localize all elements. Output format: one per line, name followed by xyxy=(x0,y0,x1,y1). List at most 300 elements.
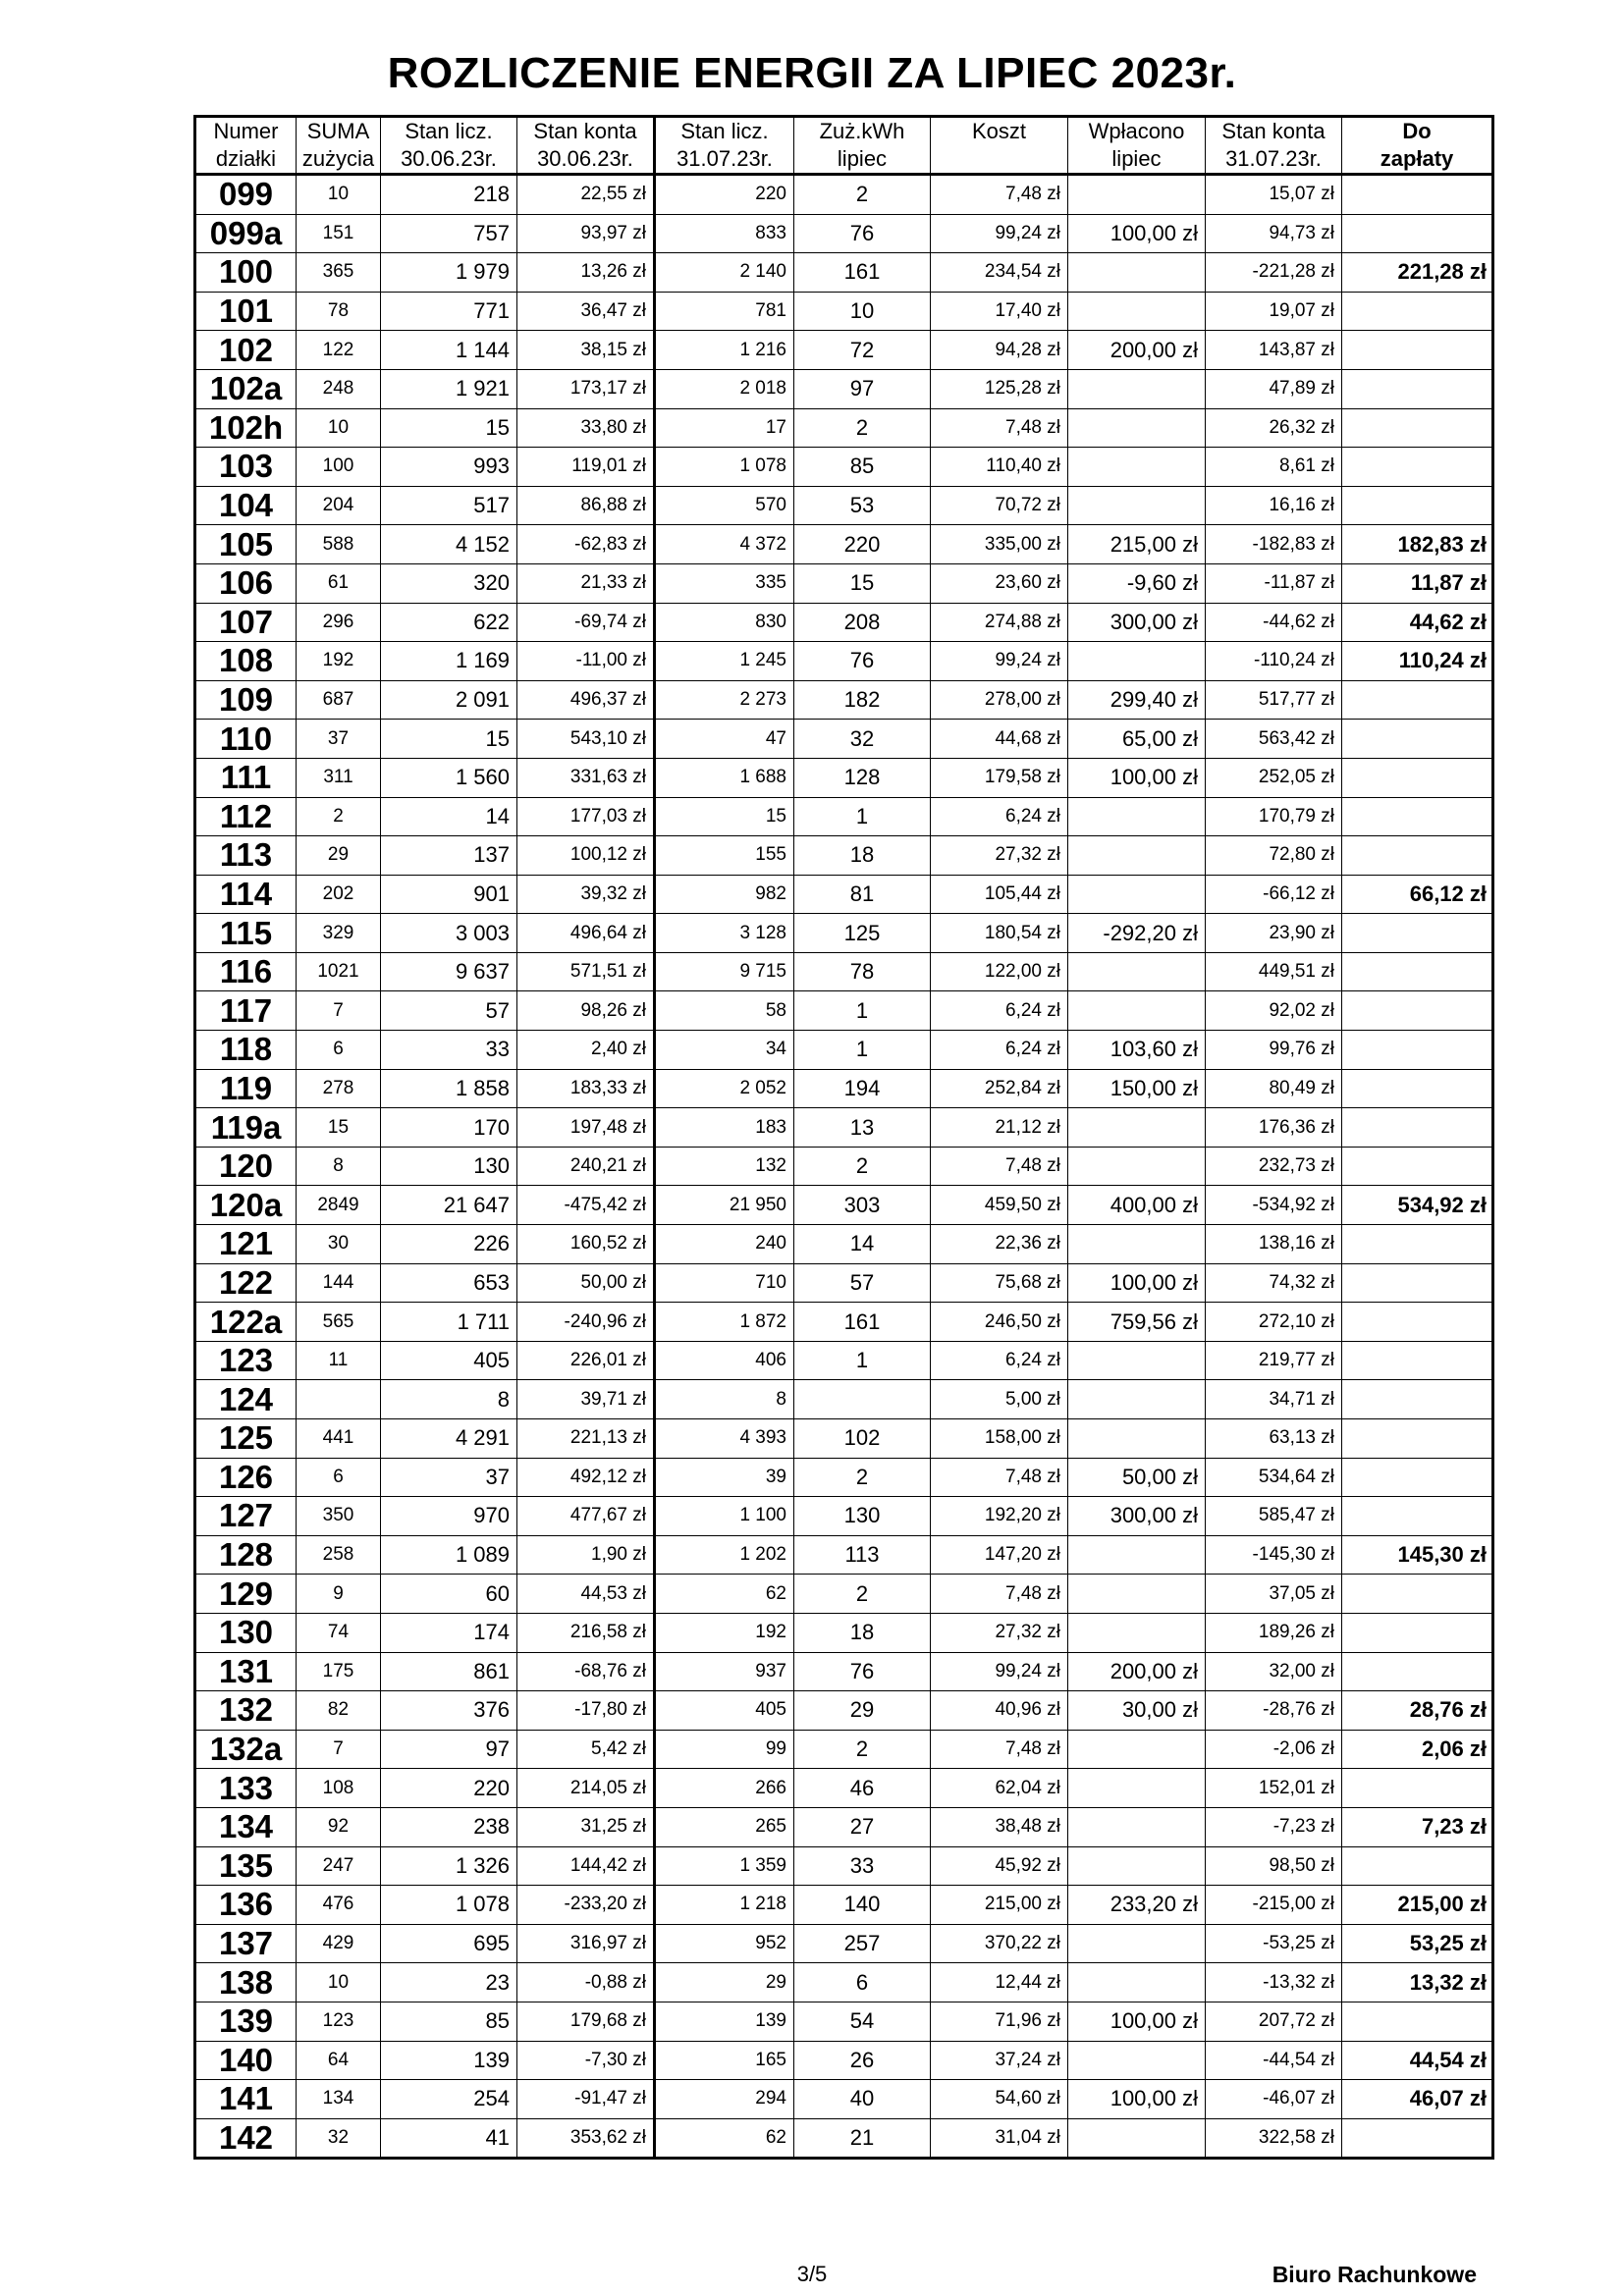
paid-july-cell: 50,00 zł xyxy=(1068,1458,1206,1497)
paid-july-cell: 300,00 zł xyxy=(1068,1497,1206,1536)
meter-reading-july-cell: 155 xyxy=(655,836,794,876)
plot-number-cell: 133 xyxy=(195,1769,297,1808)
kwh-usage-july-cell: 53 xyxy=(794,486,931,525)
meter-reading-july-cell: 4 372 xyxy=(655,525,794,564)
total-usage-cell: 74 xyxy=(297,1613,381,1652)
paid-july-cell: 30,00 zł xyxy=(1068,1691,1206,1731)
kwh-usage-july-cell: 85 xyxy=(794,448,931,487)
account-balance-june-cell: -68,76 zł xyxy=(517,1652,655,1691)
plot-number-cell: 113 xyxy=(195,836,297,876)
account-balance-june-cell: 183,33 zł xyxy=(517,1069,655,1108)
meter-reading-july-cell: 937 xyxy=(655,1652,794,1691)
kwh-usage-july-cell: 54 xyxy=(794,2002,931,2041)
account-balance-july-cell: -46,07 zł xyxy=(1206,2080,1342,2119)
account-balance-june-cell: 86,88 zł xyxy=(517,486,655,525)
total-usage-cell: 134 xyxy=(297,2080,381,2119)
plot-number-cell: 109 xyxy=(195,680,297,720)
cost-cell: 71,96 zł xyxy=(931,2002,1068,2041)
meter-reading-june-cell: 2 091 xyxy=(381,680,517,720)
account-balance-june-cell: 496,64 zł xyxy=(517,914,655,953)
cost-cell: 278,00 zł xyxy=(931,680,1068,720)
total-usage-cell: 30 xyxy=(297,1225,381,1264)
cost-cell: 7,48 zł xyxy=(931,408,1068,448)
header-cell: 31.07.23r. xyxy=(1206,145,1342,175)
kwh-usage-july-cell: 33 xyxy=(794,1846,931,1886)
kwh-usage-july-cell: 2 xyxy=(794,175,931,215)
meter-reading-june-cell: 653 xyxy=(381,1263,517,1303)
paid-july-cell xyxy=(1068,1807,1206,1846)
account-balance-july-cell: 23,90 zł xyxy=(1206,914,1342,953)
total-usage-cell: 429 xyxy=(297,1924,381,1963)
table-row xyxy=(195,1458,1493,1497)
account-balance-july-cell: 47,89 zł xyxy=(1206,369,1342,408)
meter-reading-july-cell: 58 xyxy=(655,991,794,1031)
amount-due-cell xyxy=(1342,486,1493,525)
amount-due-cell: 221,28 zł xyxy=(1342,253,1493,293)
meter-reading-june-cell: 970 xyxy=(381,1497,517,1536)
total-usage-cell: 329 xyxy=(297,914,381,953)
paid-july-cell xyxy=(1068,1225,1206,1264)
paid-july-cell xyxy=(1068,2118,1206,2159)
account-balance-june-cell: 13,26 zł xyxy=(517,253,655,293)
total-usage-cell: 15 xyxy=(297,1108,381,1148)
plot-number-cell: 102 xyxy=(195,331,297,370)
amount-due-cell xyxy=(1342,1263,1493,1303)
plot-number-cell: 128 xyxy=(195,1535,297,1575)
paid-july-cell: 100,00 zł xyxy=(1068,2080,1206,2119)
amount-due-cell: 53,25 zł xyxy=(1342,1924,1493,1963)
account-balance-june-cell: 177,03 zł xyxy=(517,797,655,836)
header-cell: zużycia xyxy=(297,145,381,175)
paid-july-cell: 200,00 zł xyxy=(1068,331,1206,370)
amount-due-cell xyxy=(1342,408,1493,448)
table-row xyxy=(195,1652,1493,1691)
meter-reading-june-cell: 218 xyxy=(381,175,517,215)
paid-july-cell xyxy=(1068,991,1206,1031)
cost-cell: 23,60 zł xyxy=(931,563,1068,603)
header-cell xyxy=(931,145,1068,175)
plot-number-cell: 127 xyxy=(195,1497,297,1536)
account-balance-june-cell: 477,67 zł xyxy=(517,1497,655,1536)
paid-july-cell xyxy=(1068,1147,1206,1186)
cost-cell: 17,40 zł xyxy=(931,292,1068,331)
amount-due-cell: 145,30 zł xyxy=(1342,1535,1493,1575)
amount-due-cell xyxy=(1342,1380,1493,1419)
account-balance-july-cell: 143,87 zł xyxy=(1206,331,1342,370)
account-balance-june-cell: 240,21 zł xyxy=(517,1147,655,1186)
meter-reading-july-cell: 1 359 xyxy=(655,1846,794,1886)
table-row xyxy=(195,2118,1493,2159)
paid-july-cell: 100,00 zł xyxy=(1068,2002,1206,2041)
plot-number-cell: 104 xyxy=(195,486,297,525)
account-balance-june-cell: 216,58 zł xyxy=(517,1613,655,1652)
meter-reading-june-cell: 1 560 xyxy=(381,758,517,797)
account-balance-july-cell: 94,73 zł xyxy=(1206,214,1342,253)
table-row xyxy=(195,758,1493,797)
account-balance-june-cell: 21,33 zł xyxy=(517,563,655,603)
cost-cell: 27,32 zł xyxy=(931,1613,1068,1652)
total-usage-cell: 151 xyxy=(297,214,381,253)
total-usage-cell: 37 xyxy=(297,720,381,759)
kwh-usage-july-cell: 125 xyxy=(794,914,931,953)
account-balance-june-cell: 39,71 zł xyxy=(517,1380,655,1419)
paid-july-cell: 759,56 zł xyxy=(1068,1303,1206,1342)
amount-due-cell xyxy=(1342,836,1493,876)
total-usage-cell: 122 xyxy=(297,331,381,370)
table-row xyxy=(195,292,1493,331)
paid-july-cell xyxy=(1068,1535,1206,1575)
meter-reading-june-cell: 15 xyxy=(381,408,517,448)
meter-reading-july-cell: 3 128 xyxy=(655,914,794,953)
header-cell: Stan konta xyxy=(517,117,655,146)
meter-reading-june-cell: 405 xyxy=(381,1341,517,1380)
table-row xyxy=(195,1341,1493,1380)
meter-reading-june-cell: 37 xyxy=(381,1458,517,1497)
account-balance-july-cell: 207,72 zł xyxy=(1206,2002,1342,2041)
meter-reading-july-cell: 710 xyxy=(655,1263,794,1303)
cost-cell: 274,88 zł xyxy=(931,603,1068,642)
cost-cell: 7,48 zł xyxy=(931,175,1068,215)
paid-july-cell: 100,00 zł xyxy=(1068,214,1206,253)
account-balance-june-cell: -7,30 zł xyxy=(517,2041,655,2080)
paid-july-cell xyxy=(1068,1341,1206,1380)
kwh-usage-july-cell: 81 xyxy=(794,875,931,914)
paid-july-cell: -292,20 zł xyxy=(1068,914,1206,953)
account-balance-july-cell: 189,26 zł xyxy=(1206,1613,1342,1652)
plot-number-cell: 120 xyxy=(195,1147,297,1186)
plot-number-cell: 117 xyxy=(195,991,297,1031)
meter-reading-july-cell: 1 245 xyxy=(655,642,794,681)
total-usage-cell: 2 xyxy=(297,797,381,836)
amount-due-cell: 13,32 zł xyxy=(1342,1963,1493,2002)
meter-reading-july-cell: 1 100 xyxy=(655,1497,794,1536)
table-row xyxy=(195,603,1493,642)
meter-reading-june-cell: 97 xyxy=(381,1730,517,1769)
account-balance-june-cell: 492,12 zł xyxy=(517,1458,655,1497)
amount-due-cell xyxy=(1342,214,1493,253)
amount-due-cell xyxy=(1342,1031,1493,1070)
kwh-usage-july-cell: 29 xyxy=(794,1691,931,1731)
amount-due-cell: 7,23 zł xyxy=(1342,1807,1493,1846)
plot-number-cell: 140 xyxy=(195,2041,297,2080)
meter-reading-june-cell: 1 326 xyxy=(381,1846,517,1886)
account-balance-june-cell: 33,80 zł xyxy=(517,408,655,448)
amount-due-cell xyxy=(1342,952,1493,991)
account-balance-june-cell: -475,42 zł xyxy=(517,1186,655,1225)
paid-july-cell xyxy=(1068,642,1206,681)
header-row-1 xyxy=(195,117,1493,146)
cost-cell: 54,60 zł xyxy=(931,2080,1068,2119)
table-row xyxy=(195,1535,1493,1575)
meter-reading-june-cell: 254 xyxy=(381,2080,517,2119)
meter-reading-july-cell: 833 xyxy=(655,214,794,253)
meter-reading-july-cell: 99 xyxy=(655,1730,794,1769)
account-balance-july-cell: 219,77 zł xyxy=(1206,1341,1342,1380)
meter-reading-june-cell: 85 xyxy=(381,2002,517,2041)
amount-due-cell xyxy=(1342,680,1493,720)
paid-july-cell: 300,00 zł xyxy=(1068,603,1206,642)
table-row xyxy=(195,1069,1493,1108)
meter-reading-july-cell: 2 273 xyxy=(655,680,794,720)
account-balance-july-cell: 16,16 zł xyxy=(1206,486,1342,525)
plot-number-cell: 115 xyxy=(195,914,297,953)
total-usage-cell: 10 xyxy=(297,408,381,448)
plot-number-cell: 119a xyxy=(195,1108,297,1148)
plot-number-cell: 120a xyxy=(195,1186,297,1225)
table-row xyxy=(195,369,1493,408)
account-balance-june-cell: -233,20 zł xyxy=(517,1886,655,1925)
paid-july-cell: 103,60 zł xyxy=(1068,1031,1206,1070)
account-balance-july-cell: 37,05 zł xyxy=(1206,1575,1342,1614)
table-row xyxy=(195,2041,1493,2080)
amount-due-cell xyxy=(1342,369,1493,408)
meter-reading-june-cell: 1 078 xyxy=(381,1886,517,1925)
paid-july-cell xyxy=(1068,836,1206,876)
paid-july-cell xyxy=(1068,486,1206,525)
paid-july-cell xyxy=(1068,1963,1206,2002)
plot-number-cell: 125 xyxy=(195,1419,297,1459)
kwh-usage-july-cell: 2 xyxy=(794,1730,931,1769)
cost-cell: 6,24 zł xyxy=(931,1341,1068,1380)
account-balance-july-cell: -221,28 zł xyxy=(1206,253,1342,293)
plot-number-cell: 114 xyxy=(195,875,297,914)
header-cell: Stan licz. xyxy=(381,117,517,146)
account-balance-june-cell: 1,90 zł xyxy=(517,1535,655,1575)
meter-reading-june-cell: 170 xyxy=(381,1108,517,1148)
amount-due-cell xyxy=(1342,1147,1493,1186)
account-balance-july-cell: 34,71 zł xyxy=(1206,1380,1342,1419)
meter-reading-june-cell: 21 647 xyxy=(381,1186,517,1225)
amount-due-cell xyxy=(1342,1108,1493,1148)
table-row xyxy=(195,486,1493,525)
table-row xyxy=(195,1613,1493,1652)
total-usage-cell: 258 xyxy=(297,1535,381,1575)
kwh-usage-july-cell: 1 xyxy=(794,797,931,836)
total-usage-cell: 175 xyxy=(297,1652,381,1691)
account-balance-june-cell: 2,40 zł xyxy=(517,1031,655,1070)
total-usage-cell: 64 xyxy=(297,2041,381,2080)
kwh-usage-july-cell: 40 xyxy=(794,2080,931,2119)
header-cell: Numer xyxy=(195,117,297,146)
kwh-usage-july-cell: 1 xyxy=(794,991,931,1031)
amount-due-cell: 66,12 zł xyxy=(1342,875,1493,914)
cost-cell: 180,54 zł xyxy=(931,914,1068,953)
meter-reading-july-cell: 781 xyxy=(655,292,794,331)
plot-number-cell: 122a xyxy=(195,1303,297,1342)
account-balance-july-cell: 8,61 zł xyxy=(1206,448,1342,487)
kwh-usage-july-cell: 140 xyxy=(794,1886,931,1925)
plot-number-cell: 118 xyxy=(195,1031,297,1070)
account-balance-july-cell: 72,80 zł xyxy=(1206,836,1342,876)
kwh-usage-july-cell: 26 xyxy=(794,2041,931,2080)
meter-reading-july-cell: 139 xyxy=(655,2002,794,2041)
total-usage-cell: 588 xyxy=(297,525,381,564)
table-row xyxy=(195,1108,1493,1148)
amount-due-cell: 2,06 zł xyxy=(1342,1730,1493,1769)
meter-reading-july-cell: 47 xyxy=(655,720,794,759)
meter-reading-june-cell: 23 xyxy=(381,1963,517,2002)
total-usage-cell: 192 xyxy=(297,642,381,681)
table-row xyxy=(195,331,1493,370)
kwh-usage-july-cell: 14 xyxy=(794,1225,931,1264)
meter-reading-july-cell: 29 xyxy=(655,1963,794,2002)
meter-reading-july-cell: 132 xyxy=(655,1147,794,1186)
cost-cell: 38,48 zł xyxy=(931,1807,1068,1846)
meter-reading-june-cell: 137 xyxy=(381,836,517,876)
amount-due-cell xyxy=(1342,1613,1493,1652)
header-cell: 30.06.23r. xyxy=(381,145,517,175)
plot-number-cell: 138 xyxy=(195,1963,297,2002)
meter-reading-july-cell: 266 xyxy=(655,1769,794,1808)
kwh-usage-july-cell: 257 xyxy=(794,1924,931,1963)
kwh-usage-july-cell: 161 xyxy=(794,1303,931,1342)
plot-number-cell: 142 xyxy=(195,2118,297,2159)
header-cell: działki xyxy=(195,145,297,175)
account-balance-july-cell: 99,76 zł xyxy=(1206,1031,1342,1070)
page-title: ROZLICZENIE ENERGII ZA LIPIEC 2023r. xyxy=(387,49,1237,97)
table-row xyxy=(195,175,1493,215)
account-balance-july-cell: -534,92 zł xyxy=(1206,1186,1342,1225)
meter-reading-june-cell: 993 xyxy=(381,448,517,487)
amount-due-cell xyxy=(1342,2002,1493,2041)
meter-reading-july-cell: 2 052 xyxy=(655,1069,794,1108)
meter-reading-july-cell: 240 xyxy=(655,1225,794,1264)
meter-reading-july-cell: 406 xyxy=(655,1341,794,1380)
kwh-usage-july-cell: 303 xyxy=(794,1186,931,1225)
header-cell: Do xyxy=(1342,117,1493,146)
meter-reading-june-cell: 130 xyxy=(381,1147,517,1186)
meter-reading-july-cell: 8 xyxy=(655,1380,794,1419)
table-row xyxy=(195,1963,1493,2002)
table-row xyxy=(195,253,1493,293)
account-balance-july-cell: 152,01 zł xyxy=(1206,1769,1342,1808)
total-usage-cell: 10 xyxy=(297,175,381,215)
account-balance-july-cell: -13,32 zł xyxy=(1206,1963,1342,2002)
plot-number-cell: 103 xyxy=(195,448,297,487)
account-balance-july-cell: 517,77 zł xyxy=(1206,680,1342,720)
meter-reading-june-cell: 1 169 xyxy=(381,642,517,681)
account-balance-june-cell: 44,53 zł xyxy=(517,1575,655,1614)
kwh-usage-july-cell: 128 xyxy=(794,758,931,797)
cost-cell: 62,04 zł xyxy=(931,1769,1068,1808)
account-balance-june-cell: 226,01 zł xyxy=(517,1341,655,1380)
table-row xyxy=(195,1886,1493,1925)
amount-due-cell xyxy=(1342,1225,1493,1264)
meter-reading-july-cell: 1 872 xyxy=(655,1303,794,1342)
paid-july-cell xyxy=(1068,875,1206,914)
meter-reading-june-cell: 57 xyxy=(381,991,517,1031)
meter-reading-june-cell: 15 xyxy=(381,720,517,759)
account-balance-june-cell: 353,62 zł xyxy=(517,2118,655,2159)
account-balance-june-cell: 38,15 zł xyxy=(517,331,655,370)
cost-cell: 31,04 zł xyxy=(931,2118,1068,2159)
header-cell: Stan konta xyxy=(1206,117,1342,146)
meter-reading-july-cell: 17 xyxy=(655,408,794,448)
meter-reading-june-cell: 771 xyxy=(381,292,517,331)
kwh-usage-july-cell: 18 xyxy=(794,836,931,876)
meter-reading-june-cell: 1 711 xyxy=(381,1303,517,1342)
account-balance-july-cell: -7,23 zł xyxy=(1206,1807,1342,1846)
header-cell: zapłaty xyxy=(1342,145,1493,175)
table-row xyxy=(195,1730,1493,1769)
meter-reading-june-cell: 901 xyxy=(381,875,517,914)
plot-number-cell: 130 xyxy=(195,1613,297,1652)
cost-cell: 179,58 zł xyxy=(931,758,1068,797)
cost-cell: 7,48 zł xyxy=(931,1147,1068,1186)
table-row xyxy=(195,563,1493,603)
meter-reading-july-cell: 15 xyxy=(655,797,794,836)
total-usage-cell: 247 xyxy=(297,1846,381,1886)
plot-number-cell: 111 xyxy=(195,758,297,797)
account-balance-june-cell: 331,63 zł xyxy=(517,758,655,797)
total-usage-cell: 365 xyxy=(297,253,381,293)
account-balance-july-cell: 322,58 zł xyxy=(1206,2118,1342,2159)
cost-cell: 94,28 zł xyxy=(931,331,1068,370)
table-row xyxy=(195,1497,1493,1536)
plot-number-cell: 102h xyxy=(195,408,297,448)
table-row xyxy=(195,1225,1493,1264)
amount-due-cell xyxy=(1342,448,1493,487)
account-balance-june-cell: 543,10 zł xyxy=(517,720,655,759)
account-balance-july-cell: -2,06 zł xyxy=(1206,1730,1342,1769)
meter-reading-july-cell: 2 140 xyxy=(655,253,794,293)
kwh-usage-july-cell: 2 xyxy=(794,408,931,448)
table-body xyxy=(195,175,1493,2159)
amount-due-cell xyxy=(1342,1303,1493,1342)
meter-reading-june-cell: 174 xyxy=(381,1613,517,1652)
page-number: 3/5 xyxy=(796,2262,828,2286)
amount-due-cell: 44,62 zł xyxy=(1342,603,1493,642)
cost-cell: 158,00 zł xyxy=(931,1419,1068,1459)
account-balance-july-cell: -182,83 zł xyxy=(1206,525,1342,564)
paid-july-cell xyxy=(1068,797,1206,836)
header-cell: lipiec xyxy=(1068,145,1206,175)
account-balance-july-cell: -44,62 zł xyxy=(1206,603,1342,642)
account-balance-june-cell: 22,55 zł xyxy=(517,175,655,215)
meter-reading-july-cell: 21 950 xyxy=(655,1186,794,1225)
account-balance-june-cell: 119,01 zł xyxy=(517,448,655,487)
total-usage-cell: 476 xyxy=(297,1886,381,1925)
kwh-usage-july-cell: 76 xyxy=(794,1652,931,1691)
plot-number-cell: 134 xyxy=(195,1807,297,1846)
amount-due-cell: 46,07 zł xyxy=(1342,2080,1493,2119)
account-balance-july-cell: 26,32 zł xyxy=(1206,408,1342,448)
total-usage-cell: 350 xyxy=(297,1497,381,1536)
table-row xyxy=(195,1807,1493,1846)
paid-july-cell: 100,00 zł xyxy=(1068,1263,1206,1303)
paid-july-cell xyxy=(1068,292,1206,331)
account-balance-july-cell: 32,00 zł xyxy=(1206,1652,1342,1691)
meter-reading-july-cell: 34 xyxy=(655,1031,794,1070)
plot-number-cell: 099 xyxy=(195,175,297,215)
cost-cell: 45,92 zł xyxy=(931,1846,1068,1886)
account-balance-june-cell: -69,74 zł xyxy=(517,603,655,642)
total-usage-cell: 6 xyxy=(297,1031,381,1070)
total-usage-cell: 687 xyxy=(297,680,381,720)
meter-reading-june-cell: 757 xyxy=(381,214,517,253)
account-balance-june-cell: -240,96 zł xyxy=(517,1303,655,1342)
account-balance-july-cell: 19,07 zł xyxy=(1206,292,1342,331)
amount-due-cell xyxy=(1342,758,1493,797)
paid-july-cell: 215,00 zł xyxy=(1068,525,1206,564)
plot-number-cell: 139 xyxy=(195,2002,297,2041)
meter-reading-june-cell: 4 152 xyxy=(381,525,517,564)
kwh-usage-july-cell: 21 xyxy=(794,2118,931,2159)
meter-reading-july-cell: 183 xyxy=(655,1108,794,1148)
paid-july-cell xyxy=(1068,1108,1206,1148)
total-usage-cell: 11 xyxy=(297,1341,381,1380)
total-usage-cell: 92 xyxy=(297,1807,381,1846)
